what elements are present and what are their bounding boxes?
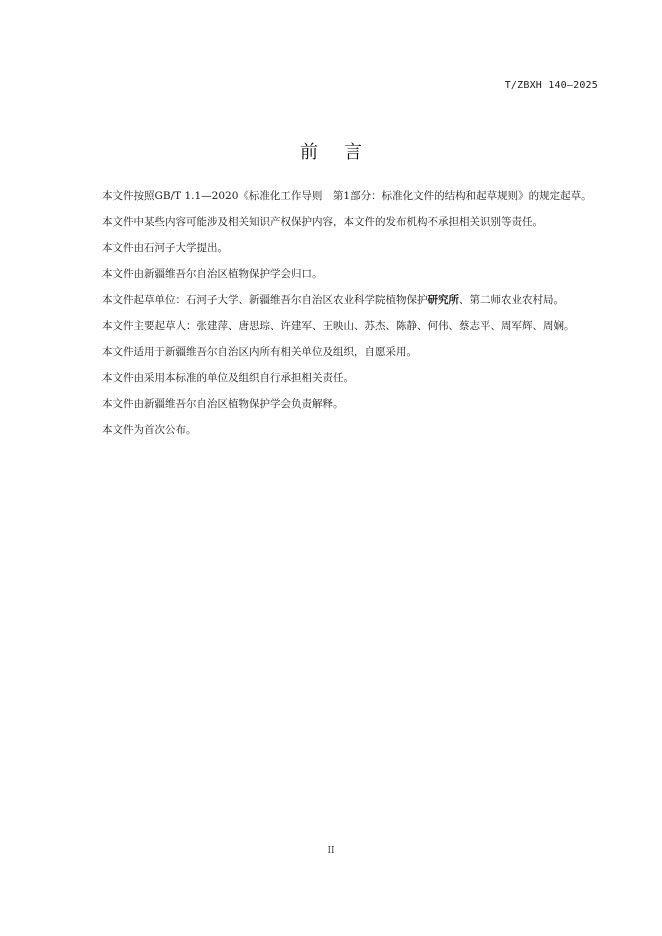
paragraph-first-release: 本文件为首次公布。 bbox=[102, 424, 197, 436]
drafting-units-text-end: 、第二师农业农村局。 bbox=[459, 294, 564, 306]
standard-code: T/ZBXH 140—2025 bbox=[504, 80, 598, 91]
paragraph-responsibility: 本文件由采用本标准的单位及组织自行承担相关责任。 bbox=[102, 372, 354, 384]
paragraph-drafting-rules: 本文件按照GB/T 1.1—2020《标准化工作导则 第1部分：标准化文件的结构和起草规则》的规定起草。 bbox=[102, 190, 592, 202]
paragraph-patent-notice: 本文件中某些内容可能涉及相关知识产权保护内容，本文件的发布机构不承担相关识别等责任。 bbox=[102, 216, 543, 228]
page-number: II bbox=[327, 846, 335, 856]
paragraph-drafters: 本文件主要起草人：张建萍、唐思琮、许建军、王映山、苏杰、陈静、何伟、蔡志平、周军辉、周娴。 bbox=[102, 320, 575, 332]
paragraph-scope: 本文件适用于新疆维吾尔自治区内所有相关单位及组织，自愿采用。 bbox=[102, 346, 417, 358]
paragraph-drafting-units bbox=[81, 290, 601, 311]
paragraph-responsible-org: 本文件由新疆维吾尔自治区植物保护学会归口。 bbox=[102, 268, 323, 280]
page-title: 前言 bbox=[300, 142, 388, 163]
paragraph-interpretation: 本文件由新疆维吾尔自治区植物保护学会负责解释。 bbox=[102, 398, 344, 410]
drafting-units-text: 本文件起草单位：石河子大学、新疆维吾尔自治区农业科学院植物保护 bbox=[102, 294, 428, 306]
paragraph-proposer: 本文件由石河子大学提出。 bbox=[102, 242, 228, 254]
drafting-units-bold-text: 研究所 bbox=[427, 294, 459, 306]
foreword-body bbox=[81, 186, 601, 446]
